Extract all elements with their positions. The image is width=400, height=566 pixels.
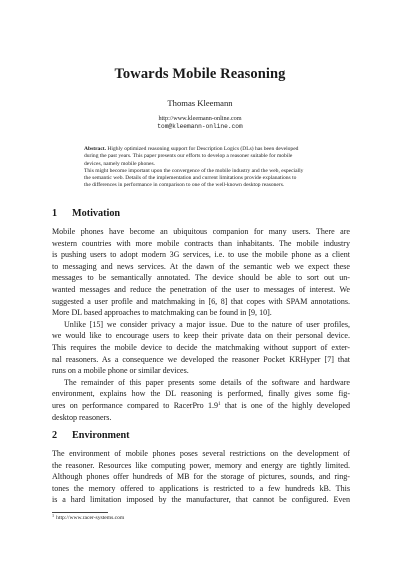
text-line: messages to be semantically annotated. The device should be able to sort out un- xyxy=(52,273,350,283)
paragraph xyxy=(52,319,350,377)
section-title: Environment xyxy=(72,430,130,441)
section-heading-environment xyxy=(52,430,130,441)
text-line: ures on performance compared to RacerPro $1.9^1$ that is one of the highly developed xyxy=(52,400,350,410)
section-number: 1 xyxy=(52,208,58,219)
text-line: The remainder of this paper presents some details of the software and hardware xyxy=(64,377,350,387)
text-line: is pushing users to adopt modern 3G services, i.e. to use the mobile phone as a client xyxy=(52,250,350,260)
text-line: runs on a mobile phone or similar devices. xyxy=(52,366,189,376)
abstract-line: devices, namely mobile phones. xyxy=(84,160,156,167)
section-title: Motivation xyxy=(72,208,121,219)
footnote xyxy=(52,515,124,521)
abstract-label: Abstract. xyxy=(84,146,107,152)
author-email[interactable]: tom@kleemann-online.com xyxy=(157,123,243,130)
footnote-divider xyxy=(52,512,108,513)
text-line: wanted messages and reduce the penetration of the user to messages of interest. We xyxy=(52,284,350,294)
text-line: desktop reasoners. xyxy=(52,412,112,422)
text-line: Mobile phones have become an ubiquitous companion for many users. There are xyxy=(52,227,350,236)
text-line: More DL based approaches to matchmaking can be found in [9, 10]. xyxy=(52,308,272,318)
paragraph xyxy=(52,377,350,423)
text-line: suggested a user profile and matchmaking in [6, 8] that copes with SPAM annotations. xyxy=(52,296,350,306)
abstract-line: the differences in performance in comparison to one of the well-known desktop reasoners. xyxy=(84,182,285,189)
text-line: tones the memory offered to applications is restricted to a few hundreds kB. This xyxy=(52,483,350,493)
text-line: Unlike [15] we consider privacy a major issue. Due to the nature of user profiles, xyxy=(64,319,350,329)
text-line: is a hard limitation imposed by the manufacturer, that cannot be configured. Even xyxy=(52,495,350,505)
abstract-line: during the past years. This paper presents our efforts to develop a reasoner suitable for mobile xyxy=(84,153,293,160)
footnote-text[interactable]: http://www.racer-systems.com xyxy=(56,515,125,521)
abstract-line: Abstract. Highly optimized reasoning support for Description Logics (DLs) has been developed xyxy=(84,146,299,152)
text-line: The environment of mobile phones poses several restrictions on the development of xyxy=(52,449,350,458)
text-line: Although phones offer hundreds of MB for the storage of pictures, sounds, and ring- xyxy=(52,472,350,482)
author-name: Thomas Kleemann xyxy=(167,98,233,108)
footnote-mark: 1 xyxy=(52,513,55,518)
abstract-line: the semantic web. Details of the implementation and current limitations provide explanations to xyxy=(84,175,297,182)
text-line: environment, explains how the DL reasoning is performed, finally gives some fig- xyxy=(52,389,350,399)
section-heading-motivation xyxy=(52,208,120,219)
abstract xyxy=(84,146,320,190)
text-line: to messaging and news services. At the dawn of the semantic web we expect these xyxy=(52,261,350,271)
text-line: we would like to encourage users to keep their private data on their personal device. xyxy=(52,331,350,341)
paper-title: Towards Mobile Reasoning xyxy=(114,66,286,82)
author-url[interactable]: http://www.kleemann-online.com xyxy=(158,115,242,122)
footnote-marker[interactable]: 1 xyxy=(218,401,221,407)
paragraph xyxy=(52,448,350,506)
paragraph xyxy=(52,226,350,319)
section-number: 2 xyxy=(52,430,58,441)
abstract-line: This might become important upon the convergence of the mobile industry and the web, especially xyxy=(84,167,304,174)
text-line: This requires the mobile device to decide the matchmaking without support of exter- xyxy=(52,342,350,352)
text-line: western countries with more mobile contracts than inhabitants. The mobile industry xyxy=(52,238,350,248)
text-line: the reasoner. Resources like computing power, memory and energy are tightly limited. xyxy=(52,460,350,470)
text-line: nal reasoners. As a consequence we developed the reasoner Pocket KRHyper [7] that xyxy=(52,354,350,364)
